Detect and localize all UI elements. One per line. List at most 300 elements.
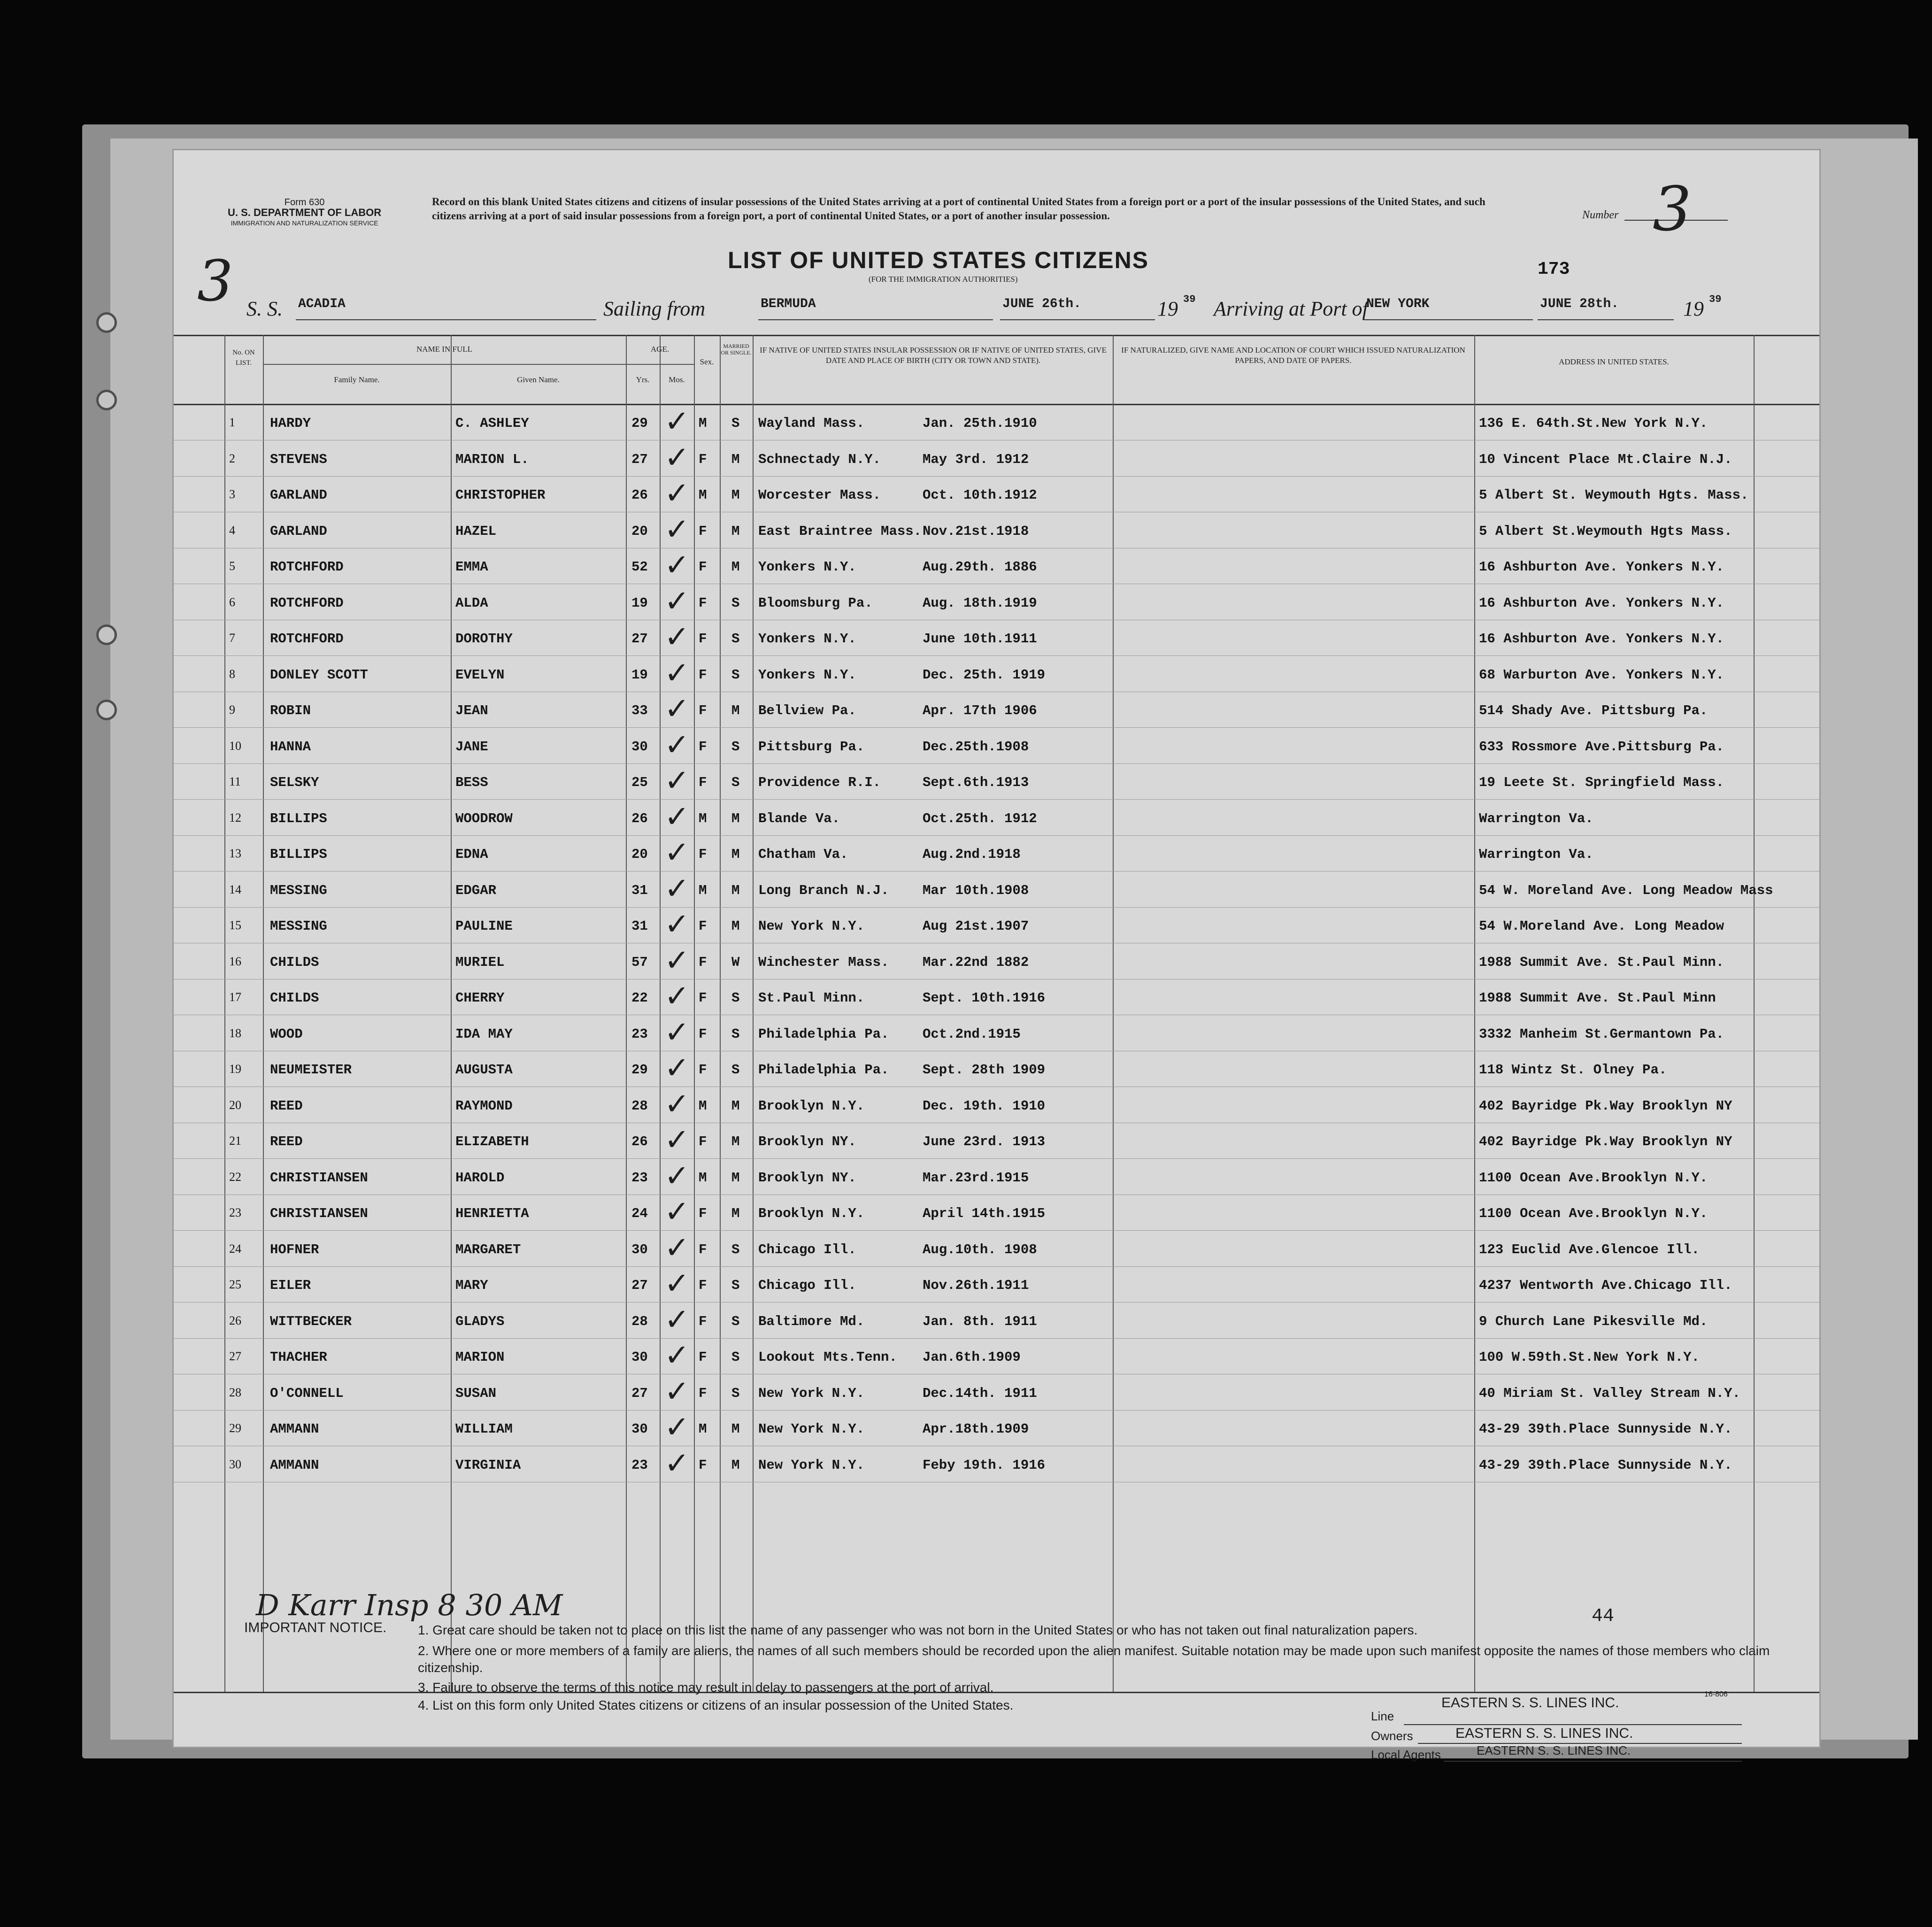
marital-status-cell: M xyxy=(731,703,740,718)
birth-place-cell: Wayland Mass. xyxy=(758,416,865,431)
address-cell: 54 W. Moreland Ave. Long Meadow Mass xyxy=(1479,882,1773,898)
address-cell: 136 E. 64th.St.New York N.Y. xyxy=(1479,416,1708,431)
address-cell: Warrington Va. xyxy=(1479,810,1593,826)
family-name-cell: NEUMEISTER xyxy=(270,1062,352,1078)
family-name-cell: ROTCHFORD xyxy=(270,559,344,575)
family-name-cell: HANNA xyxy=(270,739,311,755)
list-number-cell: 4 xyxy=(229,523,235,537)
marital-status-cell: S xyxy=(731,667,740,683)
family-name-cell: THACHER xyxy=(270,1349,327,1365)
list-number-cell: 6 xyxy=(229,595,235,609)
owners-value: EASTERN S. S. LINES INC. xyxy=(1455,1726,1633,1741)
sex-cell: F xyxy=(699,990,707,1006)
address-cell: 4237 Wentworth Ave.Chicago Ill. xyxy=(1479,1278,1732,1293)
birth-date-cell: Aug.2nd.1918 xyxy=(923,847,1021,862)
birth-place-cell: Philadelphia Pa. xyxy=(758,1026,889,1042)
name-subheader-rule xyxy=(263,364,626,365)
page-title: LIST OF UNITED STATES CITIZENS xyxy=(728,247,1149,273)
birth-place-cell: Long Branch N.J. xyxy=(758,882,889,898)
table-row xyxy=(174,622,1819,657)
birth-place-cell: New York N.Y. xyxy=(758,1421,865,1437)
header-name-in-full: NAME IN FULL xyxy=(416,345,472,354)
age-years-cell: 23 xyxy=(631,1026,648,1042)
age-years-cell: 30 xyxy=(631,739,648,755)
birth-place-cell: Pittsburg Pa. xyxy=(758,739,865,755)
given-name-cell: JEAN xyxy=(455,703,488,718)
family-name-cell: WITTBECKER xyxy=(270,1313,352,1329)
check-mark-icon: ✓ xyxy=(664,1123,690,1157)
family-name-cell: CHRISTIANSEN xyxy=(270,1170,368,1186)
row-rule xyxy=(174,799,1819,800)
family-name-cell: REED xyxy=(270,1134,303,1149)
list-number-cell: 12 xyxy=(229,810,241,825)
family-name-cell: BILLIPS xyxy=(270,810,327,826)
family-name-cell: DONLEY SCOTT xyxy=(270,667,368,683)
marital-status-cell: M xyxy=(731,1170,740,1186)
sex-cell: F xyxy=(699,1026,707,1042)
list-number-cell: 24 xyxy=(229,1241,241,1256)
family-name-cell: EILER xyxy=(270,1278,311,1293)
address-cell: 1100 Ocean Ave.Brooklyn N.Y. xyxy=(1479,1206,1708,1221)
sex-cell: F xyxy=(699,703,707,718)
address-cell: 118 Wintz St. Olney Pa. xyxy=(1479,1062,1667,1078)
address-cell: 402 Bayridge Pk.Way Brooklyn NY xyxy=(1479,1134,1732,1149)
family-name-cell: ROTCHFORD xyxy=(270,631,344,647)
punch-hole xyxy=(96,624,117,645)
birth-date-cell: Dec. 25th. 1919 xyxy=(923,667,1046,683)
birth-date-cell: June 10th.1911 xyxy=(923,631,1037,647)
table-row xyxy=(174,655,1819,694)
family-name-cell: HARDY xyxy=(270,416,311,431)
list-number-cell: 20 xyxy=(229,1098,241,1112)
given-name-cell: WOODROW xyxy=(455,810,513,826)
family-name-cell: WOOD xyxy=(270,1026,303,1042)
birth-date-cell: Apr.18th.1909 xyxy=(923,1421,1029,1437)
address-cell: 9 Church Lane Pikesville Md. xyxy=(1479,1313,1708,1329)
family-name-cell: BILLIPS xyxy=(270,847,327,862)
marital-status-cell: M xyxy=(731,487,740,503)
table-row xyxy=(174,1412,1819,1448)
age-years-cell: 30 xyxy=(631,1241,648,1257)
arrival-year-prefix: 19 xyxy=(1683,297,1704,320)
given-name-cell: C. ASHLEY xyxy=(455,416,529,431)
birth-date-cell: Apr. 17th 1906 xyxy=(923,703,1037,718)
address-cell: 54 W.Moreland Ave. Long Meadow xyxy=(1479,918,1724,934)
given-name-cell: CHERRY xyxy=(455,990,505,1006)
address-cell: 3332 Manheim St.Germantown Pa. xyxy=(1479,1026,1724,1042)
marital-status-cell: S xyxy=(731,1278,740,1293)
given-name-cell: EMMA xyxy=(455,559,488,575)
given-name-cell: MARGARET xyxy=(455,1241,521,1257)
birth-date-cell: Dec.25th.1908 xyxy=(923,739,1029,755)
table-row xyxy=(174,981,1819,1017)
age-years-cell: 26 xyxy=(631,810,648,826)
birth-date-cell: June 23rd. 1913 xyxy=(923,1134,1046,1149)
given-name-cell: BESS xyxy=(455,775,488,790)
check-mark-icon: ✓ xyxy=(664,943,690,978)
birth-place-cell: Bloomsburg Pa. xyxy=(758,595,873,611)
marital-status-cell: S xyxy=(731,1241,740,1257)
address-cell: 514 Shady Ave. Pittsburg Pa. xyxy=(1479,703,1708,718)
birth-place-cell: Philadelphia Pa. xyxy=(758,1062,889,1078)
table-row xyxy=(174,514,1819,550)
notice-item-1: 1. Great care should be taken not to place on this list the name of any passenger who was not born in the United States or who has not taken out final naturalization papers. xyxy=(418,1623,1418,1637)
given-name-cell: MARY xyxy=(455,1278,488,1293)
birth-date-cell: Sept. 10th.1916 xyxy=(923,990,1046,1006)
marital-status-cell: S xyxy=(731,1062,740,1078)
line-value: EASTERN S. S. LINES INC. xyxy=(1441,1695,1619,1711)
table-row xyxy=(174,1125,1819,1160)
birth-place-cell: Chicago Ill. xyxy=(758,1278,856,1293)
sex-cell: F xyxy=(699,1206,707,1221)
arriving-label: Arriving at Port of xyxy=(1214,297,1368,320)
table-row xyxy=(174,406,1819,442)
passenger-count: 44 xyxy=(1592,1606,1615,1627)
list-number-cell: 18 xyxy=(229,1026,241,1040)
sex-cell: F xyxy=(699,559,707,575)
age-years-cell: 22 xyxy=(631,990,648,1006)
table-row xyxy=(174,873,1819,909)
age-years-cell: 23 xyxy=(631,1457,648,1473)
table-row xyxy=(174,694,1819,729)
age-years-cell: 29 xyxy=(631,416,648,431)
table-row xyxy=(174,837,1819,873)
family-name-cell: AMMANN xyxy=(270,1457,319,1473)
row-rule xyxy=(174,1338,1819,1339)
address-cell: 402 Bayridge Pk.Way Brooklyn NY xyxy=(1479,1098,1732,1114)
table-row xyxy=(174,1304,1819,1340)
header-given-name: Given Name. xyxy=(517,375,560,384)
list-number-cell: 23 xyxy=(229,1206,241,1219)
sex-cell: M xyxy=(699,1421,707,1437)
list-number-cell: 11 xyxy=(229,775,241,788)
check-mark-icon: ✓ xyxy=(664,763,690,798)
check-mark-icon: ✓ xyxy=(664,1015,690,1050)
marital-status-cell: M xyxy=(731,1457,740,1473)
sex-cell: F xyxy=(699,451,707,467)
address-cell: 19 Leete St. Springfield Mass. xyxy=(1479,775,1724,790)
birth-place-cell: Brooklyn N.Y. xyxy=(758,1098,865,1114)
table-row xyxy=(174,909,1819,945)
check-mark-icon: ✓ xyxy=(664,1195,690,1229)
birth-place-cell: Brooklyn NY. xyxy=(758,1134,856,1149)
check-mark-icon: ✓ xyxy=(664,440,690,475)
address-cell: 5 Albert St.Weymouth Hgts Mass. xyxy=(1479,523,1732,539)
birth-date-cell: Nov.21st.1918 xyxy=(923,523,1029,539)
birth-place-cell: Chatham Va. xyxy=(758,847,848,862)
birth-place-cell: East Braintree Mass. xyxy=(758,523,922,539)
check-mark-icon: ✓ xyxy=(664,476,690,511)
check-mark-icon: ✓ xyxy=(664,1158,690,1194)
list-number-cell: 19 xyxy=(229,1062,241,1076)
birth-date-cell: Dec. 19th. 1910 xyxy=(923,1098,1046,1114)
address-cell: 16 Ashburton Ave. Yonkers N.Y. xyxy=(1479,595,1724,611)
department-name: U. S. DEPARTMENT OF LABOR xyxy=(228,207,382,218)
table-row xyxy=(174,765,1819,801)
given-name-cell: JANE xyxy=(455,739,488,755)
birth-date-cell: Aug.10th. 1908 xyxy=(923,1241,1037,1257)
age-years-cell: 19 xyxy=(631,667,648,683)
check-mark-icon: ✓ xyxy=(664,1230,690,1265)
marital-status-cell: S xyxy=(731,739,740,755)
given-name-cell: MURIEL xyxy=(455,954,505,970)
row-rule xyxy=(174,1410,1819,1411)
notice-item-4: 4. List on this form only United States citizens or citizens of an insular possession of the United States. xyxy=(418,1698,1014,1712)
arrival-date-underline xyxy=(1538,319,1674,320)
birth-place-cell: Brooklyn NY. xyxy=(758,1170,856,1186)
depart-date-underline xyxy=(1000,319,1155,320)
row-rule xyxy=(174,727,1819,728)
form-code: 16-806 xyxy=(1704,1690,1728,1698)
age-years-cell: 28 xyxy=(631,1098,648,1114)
departure-port: BERMUDA xyxy=(761,297,816,311)
family-name-cell: SELSKY xyxy=(270,775,319,790)
list-number-cell: 13 xyxy=(229,847,241,860)
marital-status-cell: M xyxy=(731,559,740,575)
header-marital-status: MARRIED OR SINGLE. xyxy=(721,343,752,356)
family-name-cell: CHILDS xyxy=(270,954,319,970)
row-rule xyxy=(174,1158,1819,1159)
header-years: Yrs. xyxy=(636,375,650,384)
table-row xyxy=(174,1089,1819,1125)
birth-date-cell: Oct.25th. 1912 xyxy=(923,810,1037,826)
list-number-cell: 16 xyxy=(229,954,241,968)
given-name-cell: ELIZABETH xyxy=(455,1134,529,1149)
family-name-cell: ROTCHFORD xyxy=(270,595,344,611)
marital-status-cell: S xyxy=(731,990,740,1006)
departure-date: JUNE 26th. xyxy=(1002,297,1082,311)
birth-place-cell: Winchester Mass. xyxy=(758,954,889,970)
age-years-cell: 27 xyxy=(631,1385,648,1401)
birth-place-cell: New York N.Y. xyxy=(758,1457,865,1473)
line-underline xyxy=(1404,1724,1742,1725)
punch-hole xyxy=(96,390,117,410)
family-name-cell: HOFNER xyxy=(270,1241,319,1257)
address-cell: 1988 Summit Ave. St.Paul Minn. xyxy=(1479,954,1724,970)
age-years-cell: 30 xyxy=(631,1349,648,1365)
form-number: Form 630 xyxy=(284,197,325,208)
ship-underline xyxy=(296,319,596,320)
given-name-cell: MARION xyxy=(455,1349,505,1365)
given-name-cell: RAYMOND xyxy=(455,1098,513,1114)
family-name-cell: MESSING xyxy=(270,918,327,934)
sex-cell: F xyxy=(699,1278,707,1293)
list-number-cell: 25 xyxy=(229,1278,241,1291)
birth-date-cell: Nov.26th.1911 xyxy=(923,1278,1029,1293)
birth-place-cell: Worcester Mass. xyxy=(758,487,881,503)
age-years-cell: 57 xyxy=(631,954,648,970)
marital-status-cell: S xyxy=(731,416,740,431)
birth-place-cell: Bellview Pa. xyxy=(758,703,856,718)
family-name-cell: AMMANN xyxy=(270,1421,319,1437)
given-name-cell: EDNA xyxy=(455,847,488,862)
given-name-cell: ALDA xyxy=(455,595,488,611)
birth-date-cell: Oct.2nd.1915 xyxy=(923,1026,1021,1042)
header-family-name: Family Name. xyxy=(334,375,380,384)
marital-status-cell: S xyxy=(731,595,740,611)
table-row xyxy=(174,1196,1819,1232)
sex-cell: F xyxy=(699,1241,707,1257)
address-cell: 40 Miriam St. Valley Stream N.Y. xyxy=(1479,1385,1740,1401)
family-name-cell: MESSING xyxy=(270,882,327,898)
given-name-cell: EVELYN xyxy=(455,667,505,683)
sex-cell: F xyxy=(699,595,707,611)
form-identifier xyxy=(228,197,381,228)
owners-label: Owners xyxy=(1371,1729,1413,1743)
table-row xyxy=(174,1158,1819,1196)
table-row xyxy=(174,1053,1819,1088)
birth-date-cell: April 14th.1915 xyxy=(923,1206,1046,1221)
list-number-cell: 26 xyxy=(229,1313,241,1327)
list-number-cell: 27 xyxy=(229,1349,241,1363)
table-row xyxy=(174,442,1819,478)
row-rule xyxy=(174,655,1819,656)
marital-status-cell: S xyxy=(731,775,740,790)
birth-date-cell: Oct. 10th.1912 xyxy=(923,487,1037,503)
birth-place-cell: Schnectady N.Y. xyxy=(758,451,881,467)
marital-status-cell: M xyxy=(731,451,740,467)
check-mark-icon: ✓ xyxy=(664,799,690,834)
birth-place-cell: St.Paul Minn. xyxy=(758,990,865,1006)
address-cell: 16 Ashburton Ave. Yonkers N.Y. xyxy=(1479,631,1724,647)
age-years-cell: 30 xyxy=(631,1421,648,1437)
address-cell: 16 Ashburton Ave. Yonkers N.Y. xyxy=(1479,559,1724,575)
sailing-from-label: Sailing from xyxy=(603,297,706,320)
age-years-cell: 52 xyxy=(631,559,648,575)
notice-item-2: 2. Where one or more members of a family are aliens, the names of all such members should be recorded upon the alien manifest. Suitable notation may be made upon such manifest opposite the names of those members who claim citizenship. xyxy=(418,1643,1770,1675)
age-years-cell: 23 xyxy=(631,1170,648,1186)
family-name-cell: CHRISTIANSEN xyxy=(270,1206,368,1221)
table-row xyxy=(174,1230,1819,1268)
sex-cell: M xyxy=(699,416,707,431)
address-cell: 10 Vincent Place Mt.Claire N.J. xyxy=(1479,451,1732,467)
given-name-cell: AUGUSTA xyxy=(455,1062,513,1078)
header-birth-place: IF NATIVE OF UNITED STATES INSULAR POSSESSION OR IF NATIVE OF UNITED STATES, GIVE DATE AND PLACE OF BIRTH (CITY OR TOWN AND STATE). xyxy=(760,346,1107,365)
row-rule xyxy=(174,907,1819,908)
birth-date-cell: May 3rd. 1912 xyxy=(923,451,1029,467)
check-mark-icon: ✓ xyxy=(664,871,690,906)
check-mark-icon: ✓ xyxy=(664,1338,690,1373)
sex-cell: F xyxy=(699,739,707,755)
sex-cell: F xyxy=(699,954,707,970)
list-number-cell: 9 xyxy=(229,703,235,717)
age-years-cell: 27 xyxy=(631,451,648,467)
age-years-cell: 29 xyxy=(631,1062,648,1078)
marital-status-cell: M xyxy=(731,1098,740,1114)
manifest-sheet xyxy=(174,150,1819,1762)
address-cell: 5 Albert St. Weymouth Hgts. Mass. xyxy=(1479,487,1749,503)
given-name-cell: HAZEL xyxy=(455,523,497,539)
birth-date-cell: Feby 19th. 1916 xyxy=(923,1457,1046,1473)
row-rule xyxy=(174,1266,1819,1267)
notice-item-3: 3. Failure to observe the terms of this notice may result in delay to passengers at the port of arrival. xyxy=(418,1680,994,1695)
address-cell: 43-29 39th.Place Sunnyside N.Y. xyxy=(1479,1421,1732,1437)
service-name: IMMIGRATION AND NATURALIZATION SERVICE xyxy=(231,219,378,227)
birth-place-cell: Chicago Ill. xyxy=(758,1241,856,1257)
birth-date-cell: Mar 10th.1908 xyxy=(923,882,1029,898)
list-number-cell: 22 xyxy=(229,1170,241,1184)
agents-underline xyxy=(1444,1761,1742,1762)
birth-date-cell: Aug 21st.1907 xyxy=(923,918,1029,934)
list-number-cell: 8 xyxy=(229,667,235,681)
arrival-port-underline xyxy=(1364,319,1533,320)
check-mark-icon: ✓ xyxy=(664,979,690,1014)
list-number-cell: 2 xyxy=(229,451,235,465)
birth-place-cell: Yonkers N.Y. xyxy=(758,559,856,575)
sex-cell: M xyxy=(699,487,707,503)
marital-status-cell: M xyxy=(731,1134,740,1149)
header-naturalization: IF NATURALIZED, GIVE NAME AND LOCATION OF COURT WHICH ISSUED NATURALIZATION PAPERS, AND DATE OF PAPERS. xyxy=(1121,346,1465,365)
family-name-cell: REED xyxy=(270,1098,303,1114)
sex-cell: F xyxy=(699,667,707,683)
age-years-cell: 24 xyxy=(631,1206,648,1221)
age-years-cell: 27 xyxy=(631,631,648,647)
given-name-cell: PAULINE xyxy=(455,918,513,934)
list-number-cell: 14 xyxy=(229,882,241,896)
birth-date-cell: Dec.14th. 1911 xyxy=(923,1385,1037,1401)
list-number: 3 xyxy=(1653,173,1692,245)
age-years-cell: 20 xyxy=(631,523,648,539)
check-mark-icon: ✓ xyxy=(664,907,690,942)
table-top-rule xyxy=(174,335,1819,336)
age-subheader-rule xyxy=(626,364,694,365)
check-mark-icon: ✓ xyxy=(664,1266,690,1301)
arrival-year: 39 xyxy=(1709,293,1722,305)
table-row xyxy=(174,1376,1819,1412)
page-stamp: 173 xyxy=(1538,259,1570,279)
birth-date-cell: Jan. 25th.1910 xyxy=(923,416,1037,431)
ss-label: S. S. xyxy=(246,297,283,320)
age-years-cell: 31 xyxy=(631,882,648,898)
table-row xyxy=(174,945,1819,981)
marital-status-cell: S xyxy=(731,631,740,647)
marital-status-cell: S xyxy=(731,1385,740,1401)
list-number-cell: 21 xyxy=(229,1134,241,1148)
marital-status-cell: M xyxy=(731,810,740,826)
list-number-cell: 10 xyxy=(229,739,241,753)
list-number-cell: 30 xyxy=(229,1457,241,1471)
family-name-cell: GARLAND xyxy=(270,523,327,539)
list-number-cell: 17 xyxy=(229,990,241,1004)
birth-place-cell: Providence R.I. xyxy=(758,775,881,790)
birth-date-cell: Sept. 28th 1909 xyxy=(923,1062,1046,1078)
arrival-date: JUNE 28th. xyxy=(1540,297,1619,311)
marital-status-cell: M xyxy=(731,847,740,862)
check-mark-icon: ✓ xyxy=(664,727,690,763)
agents-value: EASTERN S. S. LINES INC. xyxy=(1477,1743,1631,1757)
address-cell: 1988 Summit Ave. St.Paul Minn xyxy=(1479,990,1716,1006)
sex-cell: M xyxy=(699,810,707,826)
birth-place-cell: Yonkers N.Y. xyxy=(758,631,856,647)
birth-date-cell: Aug.29th. 1886 xyxy=(923,559,1037,575)
arrival-port: NEW YORK xyxy=(1366,297,1430,311)
table-row xyxy=(174,1017,1819,1053)
check-mark-icon: ✓ xyxy=(664,1446,690,1481)
sex-cell: F xyxy=(699,1062,707,1078)
row-rule xyxy=(174,1302,1819,1303)
given-name-cell: SUSAN xyxy=(455,1385,497,1401)
table-row xyxy=(174,799,1819,837)
family-name-cell: ROBIN xyxy=(270,703,311,718)
sex-cell: M xyxy=(699,1170,707,1186)
marital-status-cell: S xyxy=(731,1313,740,1329)
sex-cell: F xyxy=(699,1457,707,1473)
birth-place-cell: Lookout Mts.Tenn. xyxy=(758,1349,897,1365)
sex-cell: M xyxy=(699,882,707,898)
birth-date-cell: Jan. 8th. 1911 xyxy=(923,1313,1037,1329)
given-name-cell: CHRISTOPHER xyxy=(455,487,546,503)
sex-cell: F xyxy=(699,847,707,862)
